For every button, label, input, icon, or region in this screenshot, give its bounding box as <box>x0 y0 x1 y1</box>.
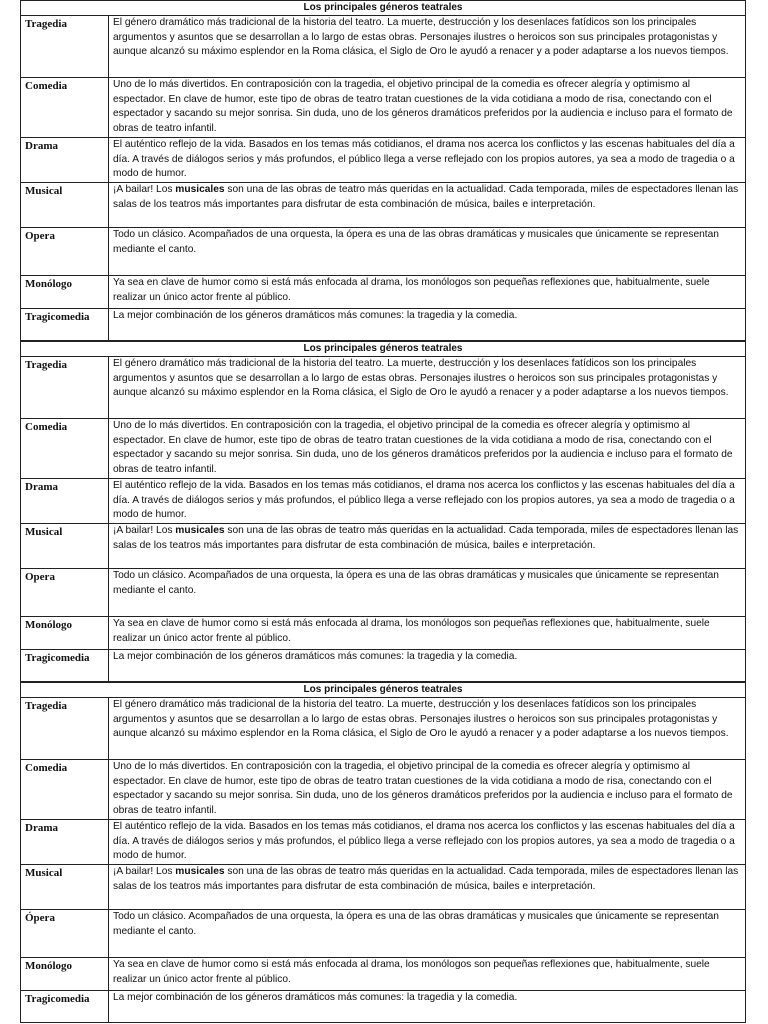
document-sheet <box>20 0 745 1023</box>
table-row <box>21 569 746 617</box>
genre-description: Todo un clásico. Acompañados de una orquesta, la ópera es una de las obras dramáticas y musicales que únicamente se representan mediante el canto. <box>109 569 746 617</box>
table-row <box>21 78 746 138</box>
desc-part: ¡A bailar! Los <box>113 525 176 536</box>
genres-table-1 <box>20 0 746 341</box>
genre-name: Musical <box>21 183 109 228</box>
genres-table-2 <box>20 341 746 682</box>
genre-description: Uno de lo más divertidos. En contraposición con la tragedia, el objetivo principal de la comedia es ofrecer alegría y optimismo al espectador. En clave de humor, este tipo de obras de teatro tratan cuestiones de la vida cotidiana a modo de risa, conectando con el espectador y sacando su mejor sonrisa. Sin duda, uno de los géneros dramáticos preferidos por la audiencia e incluso para el formato de obras de teatro infantil. <box>109 419 746 479</box>
genre-description: El género dramático más tradicional de la historia del teatro. La muerte, destrucción y los desenlaces fatídicos son los principales argumentos y asuntos que se desarrollan a lo largo de estas obras. Personajes ilustres o heroicos son sus principales protagonistas y aunque alcanzó su máximo esplendor en la Roma clásica, el Siglo de Oro le ayudó a renacer y a poder adaptarse a los nuevos tiempos. <box>109 357 746 419</box>
table-title: Los principales géneros teatrales <box>21 1 746 16</box>
genre-description <box>109 524 746 569</box>
table-row <box>21 357 746 419</box>
table-row <box>21 228 746 276</box>
genre-description: Todo un clásico. Acompañados de una orquesta, la ópera es una de las obras dramáticas y musicales que únicamente se representan mediante el canto. <box>109 910 746 958</box>
genre-name: Comedia <box>21 78 109 138</box>
genre-name: Monólogo <box>21 958 109 991</box>
genre-description: Uno de lo más divertidos. En contraposición con la tragedia, el objetivo principal de la comedia es ofrecer alegría y optimismo al espectador. En clave de humor, este tipo de obras de teatro tratan cuestiones de la vida cotidiana a modo de risa, conectando con el espectador y sacando su mejor sonrisa. Sin duda, uno de los géneros dramáticos preferidos por la audiencia e incluso para el formato de obras de teatro infantil. <box>109 760 746 820</box>
table-row <box>21 958 746 991</box>
desc-bold-word: musicales <box>175 184 225 195</box>
genre-description: El auténtico reflejo de la vida. Basados en los temas más cotidianos, el drama nos acerca los conflictos y las escenas habituales del día a día. A través de diálogos serios y más profundos, el público llega a verse reflejado con los propios autores, ya sea a modo de tragedia o a modo de humor. <box>109 820 746 865</box>
genres-table-3 <box>20 682 746 1023</box>
table-title: Los principales géneros teatrales <box>21 683 746 698</box>
genre-name: Drama <box>21 820 109 865</box>
genre-description: El género dramático más tradicional de la historia del teatro. La muerte, destrucción y los desenlaces fatídicos son los principales argumentos y asuntos que se desarrollan a lo largo de estas obras. Personajes ilustres o heroicos son sus principales protagonistas y aunque alcanzó su máximo esplendor en la Roma clásica, el Siglo de Oro le ayudó a renacer y a poder adaptarse a los nuevos tiempos. <box>109 698 746 760</box>
table-row <box>21 276 746 309</box>
genre-description: El género dramático más tradicional de la historia del teatro. La muerte, destrucción y los desenlaces fatídicos son los principales argumentos y asuntos que se desarrollan a lo largo de estas obras. Personajes ilustres o heroicos son sus principales protagonistas y aunque alcanzó su máximo esplendor en la Roma clásica, el Siglo de Oro le ayudó a renacer y a poder adaptarse a los nuevos tiempos. <box>109 16 746 78</box>
genre-description: La mejor combinación de los géneros dramáticos más comunes: la tragedia y la comedia. <box>109 650 746 682</box>
genre-name: Monólogo <box>21 276 109 309</box>
table-row <box>21 309 746 341</box>
genre-description <box>109 865 746 910</box>
desc-part: son una de las obras de teatro más queridas en la actualidad. Cada temporada, miles de espectadores llenan las salas de los teatros más importantes para disfrutar de esta combinación de música, bailes e interpretación. <box>113 866 739 892</box>
genre-name: Comedia <box>21 760 109 820</box>
table-row <box>21 650 746 682</box>
genre-description: La mejor combinación de los géneros dramáticos más comunes: la tragedia y la comedia. <box>109 309 746 341</box>
genre-name: Musical <box>21 865 109 910</box>
genre-description: Ya sea en clave de humor como si está más enfocada al drama, los monólogos son pequeñas reflexiones que, habitualmente, suele realizar un único actor frente al público. <box>109 958 746 991</box>
genre-name: Monólogo <box>21 617 109 650</box>
genre-name: Ópera <box>21 910 109 958</box>
genre-name: Drama <box>21 138 109 183</box>
genre-name: Tragedia <box>21 16 109 78</box>
desc-part: son una de las obras de teatro más queridas en la actualidad. Cada temporada, miles de espectadores llenan las salas de los teatros más importantes para disfrutar de esta combinación de música, bailes e interpretación. <box>113 184 739 210</box>
table-row <box>21 865 746 910</box>
genre-name: Opera <box>21 569 109 617</box>
genre-name: Comedia <box>21 419 109 479</box>
genre-description: El auténtico reflejo de la vida. Basados en los temas más cotidianos, el drama nos acerca los conflictos y las escenas habituales del día a día. A través de diálogos serios y más profundos, el público llega a verse reflejado con los propios autores, ya sea a modo de tragedia o a modo de humor. <box>109 138 746 183</box>
desc-part: ¡A bailar! Los <box>113 866 176 877</box>
genre-description: La mejor combinación de los géneros dramáticos más comunes: la tragedia y la comedia. <box>109 991 746 1023</box>
table-row <box>21 479 746 524</box>
table-row <box>21 698 746 760</box>
table-row <box>21 820 746 865</box>
genre-description: El auténtico reflejo de la vida. Basados en los temas más cotidianos, el drama nos acerca los conflictos y las escenas habituales del día a día. A través de diálogos serios y más profundos, el público llega a verse reflejado con los propios autores, ya sea a modo de tragedia o a modo de humor. <box>109 479 746 524</box>
table-title: Los principales géneros teatrales <box>21 342 746 357</box>
table-row <box>21 910 746 958</box>
table-row <box>21 183 746 228</box>
genre-name: Tragedia <box>21 698 109 760</box>
table-row <box>21 760 746 820</box>
genre-description: Ya sea en clave de humor como si está más enfocada al drama, los monólogos son pequeñas reflexiones que, habitualmente, suele realizar un único actor frente al público. <box>109 617 746 650</box>
genre-name: Opera <box>21 228 109 276</box>
genre-description: Uno de lo más divertidos. En contraposición con la tragedia, el objetivo principal de la comedia es ofrecer alegría y optimismo al espectador. En clave de humor, este tipo de obras de teatro tratan cuestiones de la vida cotidiana a modo de risa, conectando con el espectador y sacando su mejor sonrisa. Sin duda, uno de los géneros dramáticos preferidos por la audiencia e incluso para el formato de obras de teatro infantil. <box>109 78 746 138</box>
genre-name: Tragicomedia <box>21 650 109 682</box>
desc-bold-word: musicales <box>175 866 225 877</box>
table-row <box>21 138 746 183</box>
genre-name: Tragicomedia <box>21 991 109 1023</box>
table-row <box>21 419 746 479</box>
table-row <box>21 991 746 1023</box>
table-row <box>21 524 746 569</box>
desc-part: ¡A bailar! Los <box>113 184 176 195</box>
genre-description <box>109 183 746 228</box>
genre-name: Tragicomedia <box>21 309 109 341</box>
genre-description: Todo un clásico. Acompañados de una orquesta, la ópera es una de las obras dramáticas y musicales que únicamente se representan mediante el canto. <box>109 228 746 276</box>
table-row <box>21 16 746 78</box>
genre-name: Musical <box>21 524 109 569</box>
genre-name: Tragedia <box>21 357 109 419</box>
desc-bold-word: musicales <box>175 525 225 536</box>
genre-name: Drama <box>21 479 109 524</box>
genre-description: Ya sea en clave de humor como si está más enfocada al drama, los monólogos son pequeñas reflexiones que, habitualmente, suele realizar un único actor frente al público. <box>109 276 746 309</box>
table-row <box>21 617 746 650</box>
desc-part: son una de las obras de teatro más queridas en la actualidad. Cada temporada, miles de espectadores llenan las salas de los teatros más importantes para disfrutar de esta combinación de música, bailes e interpretación. <box>113 525 739 551</box>
